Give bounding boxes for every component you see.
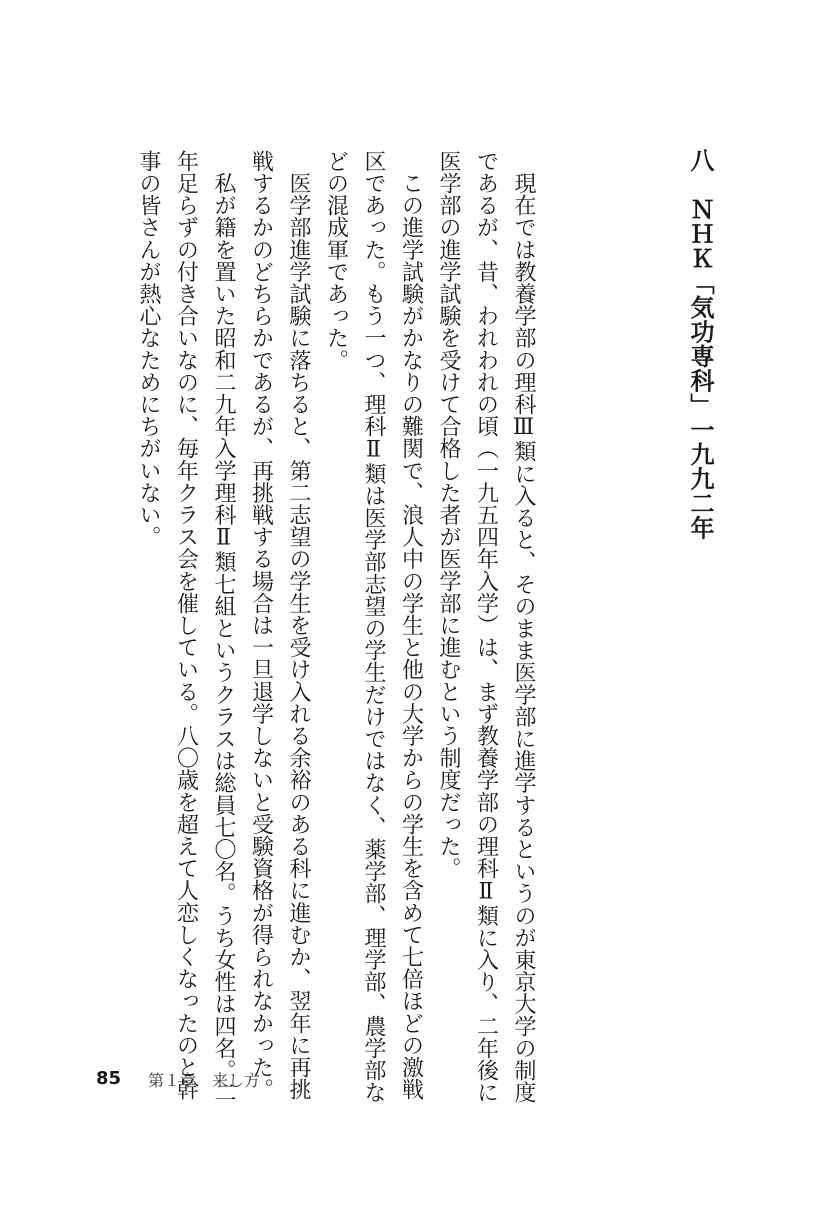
text-line: であるが、昔、われわれの頃（一九五四年入学）は、まず教養学部の理科Ⅱ類に入り、二年後に [473,150,499,1104]
section-heading: 八 ＮＨＫ「気功専科」一九九二年 [686,148,715,540]
running-footer-chapter: 第１章 来し方 [148,1071,261,1090]
text-line: 戦するかのどちらかであるが、再挑戦する場合は一旦退学しないと受験資格が得られなかった。 [248,150,274,1101]
text-line: どの混成軍であった。 [323,150,349,371]
text-line: 医学部進学試験に落ちると、第二志望の学生を受け入れる余裕のある科に進むか、翌年に再挑 [286,150,311,1101]
text-line: 私が籍を置いた昭和二九年入学理科Ⅱ類七組というクラスは総員七〇名。うち女性は四名。二 [211,150,236,1104]
text-line: 現在では教養学部の理科Ⅲ類に入ると、そのまま医学部に進学するというのが東京大学の制度 [511,150,536,1104]
text-line: 事の皆さんが熱心なためにちがいない。 [136,150,161,548]
text-line: 区であった。もう一つ、理科Ⅱ類は医学部志望の学生だけではなく、薬学部、理学部、農学部な [361,150,386,1104]
page-number: 85 [96,1068,122,1089]
text-line: 年足らずの付き合いなのに、毎年クラス会を催している。八〇歳を超えて人恋しくなったのと幹 [173,150,199,1101]
text-line: この進学試験がかなりの難関で、浪人中の学生と他の大学からの学生を含めて七倍ほどの激戦 [398,150,424,1101]
text-line: 医学部の進学試験を受けて合格した者が医学部に進むという制度だった。 [436,150,461,880]
